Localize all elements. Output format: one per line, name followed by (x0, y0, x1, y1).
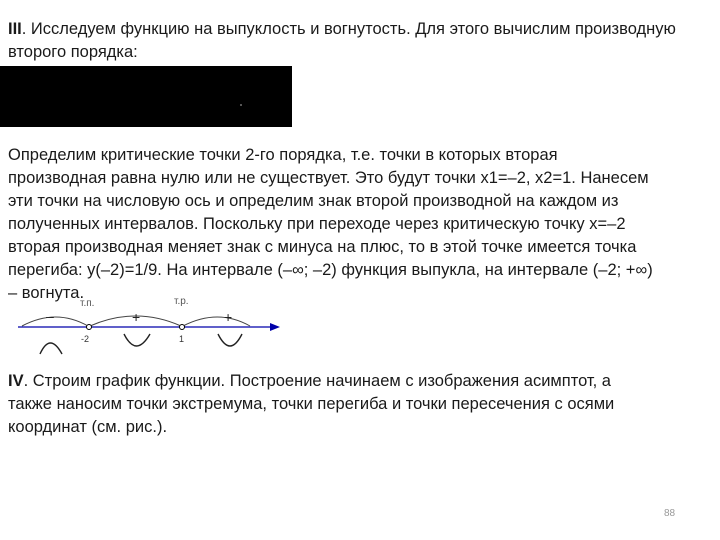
page-number: 88 (664, 508, 676, 519)
section-4-line-3: координат (см. рис.). (8, 418, 168, 436)
concave-shape-icon-1 (124, 334, 150, 346)
sign-diagram (18, 294, 288, 358)
interval-sign-1: – (46, 308, 54, 324)
section-4-line-1-text: . Строим график функции. Построение начинаем с изображения асимптот, а (23, 372, 611, 390)
section-3-text: . Исследуем функцию на выпуклость и вогнутость. Для этого вычислим производную второго порядка: (8, 20, 676, 61)
critical-point-label-2: 1 (179, 334, 185, 344)
critical-point-marker-1 (87, 325, 92, 330)
critical-points-line-1: Определим критические точки 2-го порядка, т.е. точки в которых вторая (8, 146, 558, 164)
critical-points-line-2: производная равна нулю или не существует. Это будут точки x1=–2, x2=1. Нанесем (8, 169, 649, 187)
critical-points-line-7: – вогнута. (8, 284, 85, 302)
section-4-line-2: также наносим точки экстремума, точки перегиба и точки пересечения с осями (8, 395, 615, 413)
interval-arc-left (22, 317, 88, 326)
critical-points-line-5: вторая производная меняет знак с минуса на плюс, то в этой точке имеется точка (8, 238, 637, 256)
second-derivative-formula-image (0, 66, 292, 127)
interval-arc-right (183, 317, 250, 326)
critical-points-line-4: полученных интервалов. Поскольку при переходе через критическую точку x=–2 (8, 215, 626, 233)
section-4-numeral: IV (8, 372, 24, 390)
critical-points-line-6: перегиба: y(–2)=1/9. На интервале (–∞; –2) функция выпукла, на интервале (–2; +∞) (8, 261, 653, 279)
section-3-paragraph (8, 18, 708, 64)
convex-shape-icon (40, 343, 62, 354)
point-top-label-2: т.р. (174, 296, 189, 307)
interval-sign-2: + (132, 309, 141, 325)
point-top-label-1: т.п. (80, 298, 95, 309)
section-4-line-1 (8, 370, 708, 393)
section-4-paragraph (8, 370, 708, 439)
axis-arrow-icon (270, 323, 280, 331)
critical-point-label-1: -2 (81, 334, 90, 344)
critical-points-paragraph (8, 144, 708, 305)
section-3-numeral: III (8, 20, 22, 38)
formula-image-speck (240, 104, 242, 106)
concave-shape-icon-2 (218, 334, 242, 346)
critical-points-line-3: эти точки на числовую ось и определим знак второй производной на каждом из (8, 192, 619, 210)
critical-point-marker-2 (180, 325, 185, 330)
interval-sign-3: + (224, 309, 233, 325)
